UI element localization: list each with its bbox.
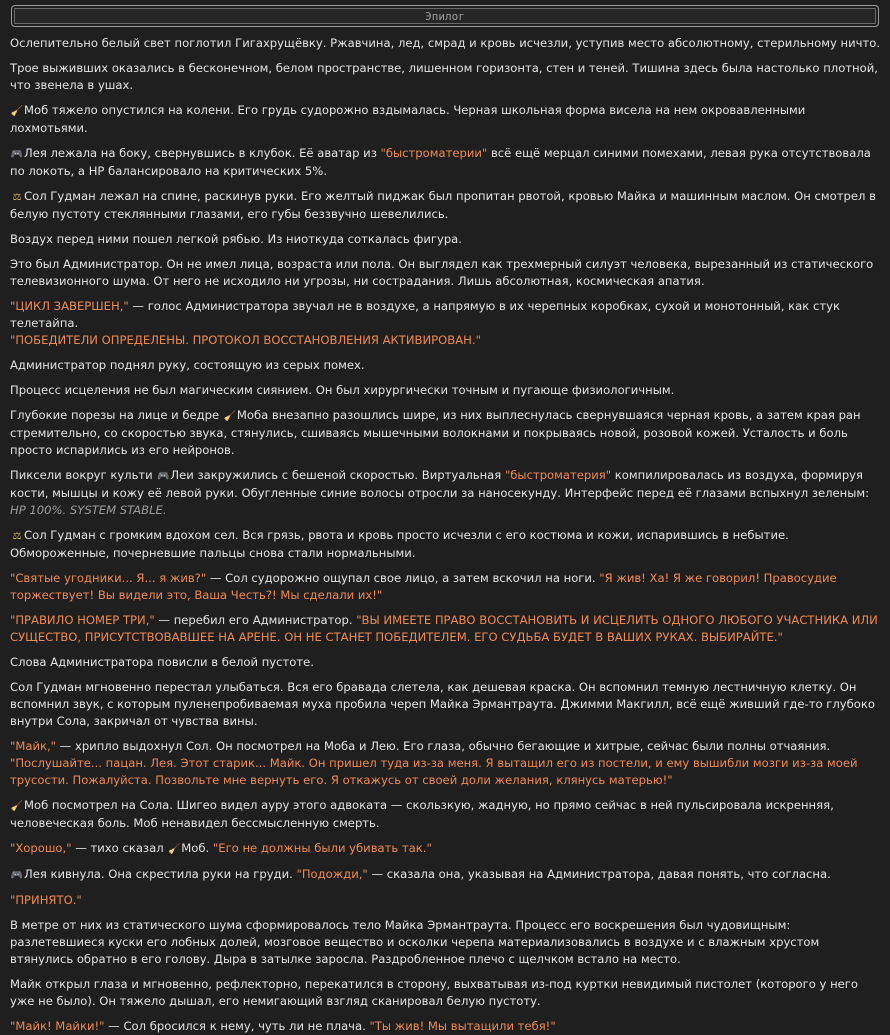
paragraph-17: Сол Гудман мгновенно перестал улыбаться. Вся его бравада слетела, как дешевая краска. Он вспомнил темную лестничную клетку. Он вспомнил звук, с которым пуленепробиваемая муха пробила череп Майка Эрмантраута. Джимми Макгилл, всё ещё живший где-то глубоко внутри Сола, закричал от чувства вины. [10, 680, 875, 728]
paragraph-10: Процесс исцеления не был магическим сиянием. Он был хирургически точным и пугающе физиологичным. [10, 383, 675, 397]
paragraph-20: "Хорошо," — тихо сказал 🧹Моб. "Его не должны были убивать так." [10, 840, 880, 858]
paragraph-23: В метре от них из статического шума сформировалось тело Майка Эрмантраута. Процесс его воскрешения был чудовищным: разлетевшиеся куски его лобных долей, мозговое вещество и осколки черепа материализовались в воздухе и с влажным хрустом втянулись обратно в его голову. Дыра в затылке заросла. Раздробленное плечо с щелчком встало на место. [10, 918, 820, 966]
system-status: HP 100%. SYSTEM STABLE. [10, 503, 167, 517]
story-text [0, 35, 890, 1035]
paragraph-3: 🧹Моб тяжело опустился на колени. Его грудь судорожно вздымалась. Черная школьная форма висела на нем окровавленными лохмотьями. [10, 103, 806, 135]
paragraph-5: ⚖ Сол Гудман лежал на спине, раскинув руки. Его желтый пиджак был пропитан рвотой, кровью Майка и машинным маслом. Он смотрел в белую пустоту стеклянными глазами, его губы беззвучно шевелились. [10, 189, 876, 221]
paragraph-11: Глубокие порезы на лице и бедре 🧹Моба внезапно разошлись шире, из них выплеснулась свернувшаяся черная кровь, а затем края ран стремительно, со скоростью звука, стянулись, сшиваясь мышечными волокнами и покрываясь новой, розовой кожей. Усталость и боль просто испарились из его нейронов. [10, 408, 861, 457]
paragraph-16: Слова Администратора повисли в белой пустоте. [10, 655, 314, 669]
paragraph-21: 🎮Лея кивнула. Она скрестила руки на груди. "Подожди," — сказала она, указывая на Администратора, давая понять, что согласна. [10, 866, 880, 884]
paragraph-6: Воздух перед ними пошел легкой рябью. Из ниоткуда соткалась фигура. [10, 232, 462, 246]
paragraph-18: "Майк," — хрипло выдохнул Сол. Он посмотрел на Моба и Лею. Его глаза, обычно бегающие и хитрые, сейчас были полны отчаяния. "Послушайте... пацан. Лея. Этот старик... Майк. Он пришел туда из-за меня. Я вытащил его из постели, и ему вышибли мозги из-за моей трусости. Пожалуйста. Позвольте мне вернуть его. Я откажусь от своей доли желания, клянусь матерью!" [10, 739, 858, 787]
gamepad-icon: 🎮 [157, 471, 170, 482]
paragraph-1: Ослепительно белый свет поглотил Гигахрущёвку. Ржавчина, лед, смрад и кровь исчезли, уступив место абсолютному, стерильному ничто. [10, 36, 881, 50]
scales-icon: ⚖ [12, 531, 22, 542]
chapter-title-bar[interactable] [11, 5, 879, 27]
paragraph-14: "Святые угодники... Я... я жив?" — Сол судорожно ощупал свое лицо, а затем вскочил на ноги. "Я жив! Ха! Я же говорил! Правосудие торжествует! Вы видели это, Ваша Честь?! Мы сделали их!" [10, 571, 837, 602]
paragraph-9: Администратор поднял руку, состоящую из серых помех. [10, 358, 365, 372]
paragraph-4: 🎮Лея лежала на боку, свернувшись в клубок. Её аватар из "быстроматерии" всё ещё мерцал синими помехами, левая рука отсутствовала по локоть, а HP балансировало на критических 5%. [10, 146, 871, 178]
chapter-title: Эпилог [425, 9, 465, 23]
paragraph-22: "ПРИНЯТО." [10, 893, 82, 907]
paragraph-24: Майк открыл глаза и мгновенно, рефлекторно, перекатился в сторону, выхватывая из-под куртки невидимый пистолет (которого у него уже не было). Он тяжело дышал, его немигающий взгляд сканировал белую пустоту. [10, 977, 858, 1008]
paragraph-2: Трое выживших оказались в бесконечном, белом пространстве, лишенном горизонта, стен и теней. Тишина здесь была настолько плотной, что звенела в ушах. [10, 61, 878, 92]
scales-icon: ⚖ [12, 192, 22, 203]
gamepad-icon: 🎮 [10, 149, 24, 160]
paragraph-7: Это был Администратор. Он не имел лица, возраста или пола. Он выглядел как трехмерный силуэт человека, вырезанный из статического телевизионного шума. От него не исходило ни угрозы, ни сострадания. Лишь абсолютная, космическая апатия. [10, 257, 874, 288]
paragraph-12: Пиксели вокруг культи 🎮Леи закружились с бешеной скоростью. Виртуальная "быстроматерия" компилировалась из воздуха, формируя кости, мышцы и кожу её левой руки. Обугленные синие волосы отросли за наносекунду. Интерфейс перед её глазами вспыхнул зеленым: HP 100%. SYSTEM STABLE. [10, 468, 870, 517]
paragraph-13: ⚖ Сол Гудман с громким вдохом сел. Вся грязь, рвота и кровь просто исчезли с его костюма и кожи, испарившись в небытие. Обмороженные, почерневшие пальцы снова стали нормальными. [10, 528, 789, 560]
broom-icon: 🧹 [168, 844, 181, 855]
paragraph-19: 🧹Моб посмотрел на Сола. Шигео видел ауру этого адвоката — скользкую, жадную, но прямо сейчас в ней пульсировала искренняя, человеческая боль. Моб ненавидел бессмысленную смерть. [10, 798, 834, 830]
paragraph-15: "ПРАВИЛО НОМЕР ТРИ," — перебил его Администратор. "ВЫ ИМЕЕТЕ ПРАВО ВОССТАНОВИТЬ И ИСЦЕЛИТЬ ОДНОГО ЛЮБОГО УЧАСТНИКА ИЛИ СУЩЕСТВО, ПРИСУТСТВОВАВШЕЕ НА АРЕНЕ. ОН НЕ СТАНЕТ ПОБЕДИТЕЛЕМ. ЕГО СУДЬБА БУДЕТ В ВАШИХ РУКАХ. ВЫБИРАЙТЕ." [10, 613, 878, 644]
broom-icon: 🧹 [10, 801, 24, 812]
paragraph-25: "Майк! Майки!" — Сол бросился к нему, чуть ли не плача. "Ты жив! Мы вытащили тебя!" [10, 1019, 556, 1033]
gamepad-icon: 🎮 [10, 870, 24, 881]
broom-icon: 🧹 [223, 411, 237, 422]
paragraph-8: "ЦИКЛ ЗАВЕРШЕН," — голос Администратора звучал не в воздухе, а напрямую в их черепных коробках, сухой и монотонный, как стук телетайпа. "ПОБЕДИТЕЛИ ОПРЕДЕЛЕНЫ. ПРОТОКОЛ ВОССТАНОВЛЕНИЯ АКТИВИРОВАН." [10, 299, 840, 347]
broom-icon: 🧹 [10, 106, 24, 117]
